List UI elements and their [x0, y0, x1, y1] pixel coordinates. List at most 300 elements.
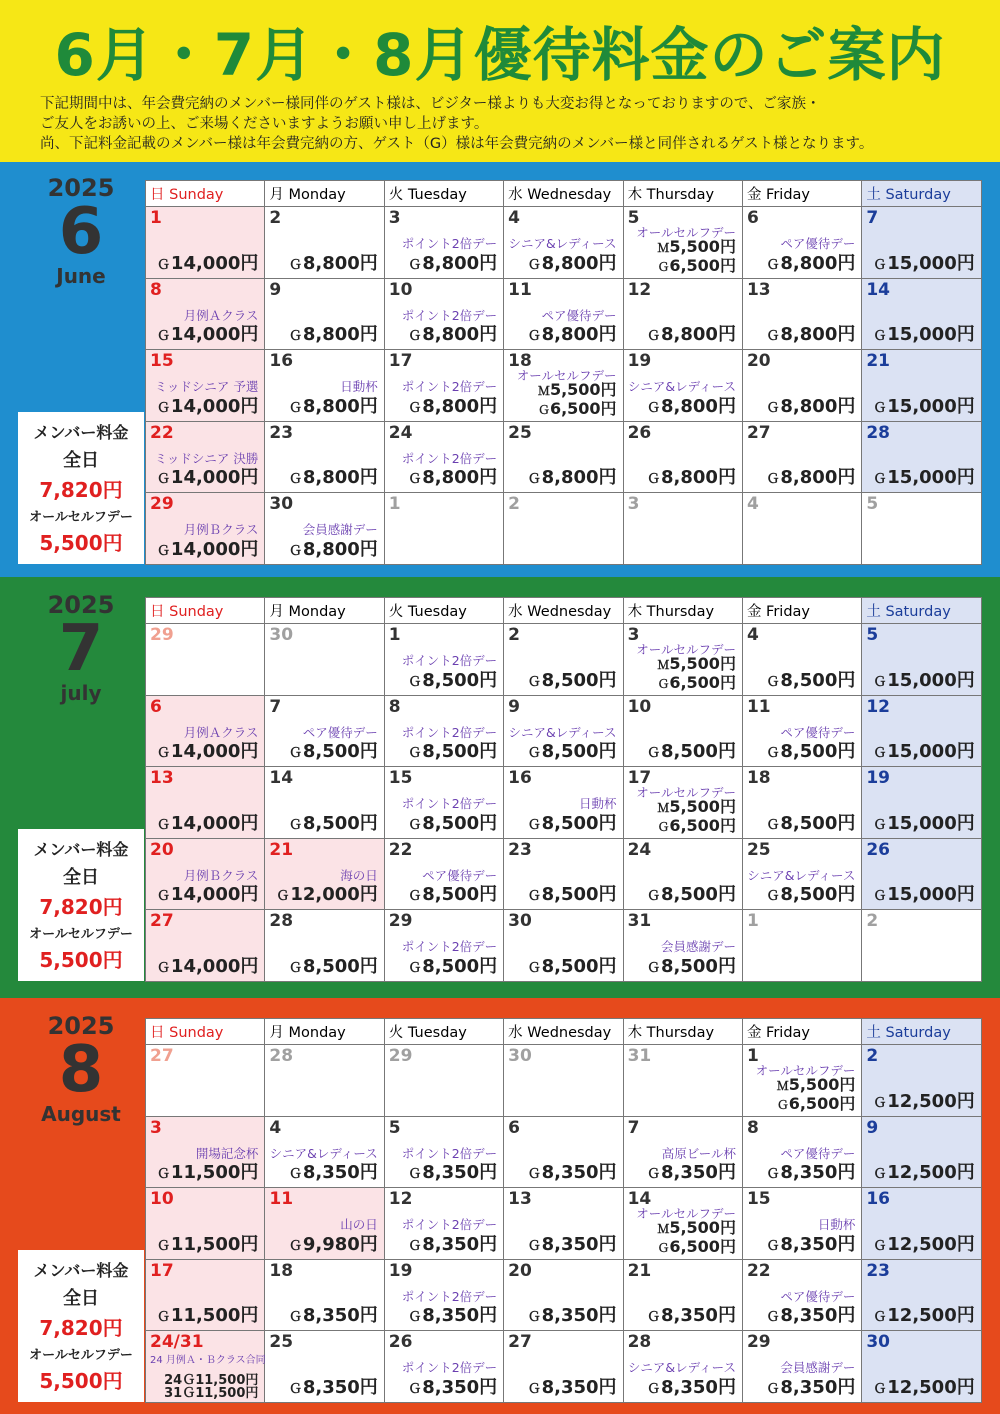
guest-price [766, 737, 855, 763]
guest-mark: Ｇ [156, 960, 170, 976]
guest-mark: Ｇ [647, 1167, 661, 1182]
guest-price [766, 880, 855, 906]
day-number: 22 [150, 422, 174, 443]
day-cell [384, 910, 503, 982]
price-value: 8,800円 [541, 252, 617, 274]
guest-price [157, 952, 258, 978]
event-label: ポイント2倍デー [401, 653, 498, 668]
day-cell [504, 838, 623, 910]
day-cell [862, 1331, 981, 1403]
guest-mark: Ｇ [408, 257, 422, 273]
price-value: 8,350円 [780, 1305, 856, 1326]
event-label: ペア優待デー [780, 236, 856, 251]
day-number: 4 [269, 1117, 282, 1138]
allday-price: 7,820円 [39, 1316, 123, 1340]
guest-price [873, 809, 974, 835]
day-number: 2 [508, 625, 521, 645]
day-number: 26 [627, 422, 652, 443]
event-label: シニア&レディース [747, 867, 856, 883]
guest-price [766, 463, 855, 489]
event-label: 高原ビール杯 [661, 1145, 736, 1161]
guest-price [408, 463, 497, 489]
selfday-price: 5,500円 [39, 1369, 123, 1393]
day-cell [623, 1188, 742, 1260]
guest-price [276, 880, 377, 906]
guest-mark: Ｇ [647, 1381, 661, 1397]
month-name: August [41, 1102, 121, 1126]
price-value: 8,350円 [422, 1305, 498, 1326]
guest-mark: Ｇ [766, 746, 780, 761]
price-value: 8,350円 [541, 1376, 617, 1398]
guest-price [157, 392, 258, 418]
day-number: 19 [388, 1260, 413, 1281]
weekday-header: 金 Friday [742, 181, 861, 207]
day-cell [384, 1259, 503, 1331]
day-number: 19 [866, 768, 891, 788]
member-label: メンバー料金 [33, 423, 129, 442]
day-cell [623, 1045, 742, 1117]
price-value: 8,500円 [422, 955, 498, 977]
event-label: 月例Ｂクラス [183, 522, 259, 537]
price-value: 15,000円 [887, 252, 975, 274]
day-cell [862, 278, 981, 350]
guest-price [289, 952, 378, 978]
day-number: 28 [269, 1046, 294, 1066]
weekday-header: 金 Friday [742, 598, 861, 624]
member-price-line [657, 798, 736, 817]
guest-mark: Ｇ [776, 1097, 789, 1112]
member-mark: Ｍ [776, 1078, 789, 1093]
day-number: 6 [746, 208, 759, 228]
price-value: 8,500円 [422, 741, 498, 762]
day-cell [146, 1188, 265, 1260]
guest-price [873, 249, 974, 275]
guest-mark: Ｇ [527, 960, 541, 976]
guest-mark: Ｇ [288, 329, 302, 344]
guest-price [408, 1230, 497, 1256]
day-cell [862, 1116, 981, 1188]
guest-price [766, 249, 855, 275]
guest-price [647, 1373, 736, 1399]
day-cell [623, 207, 742, 279]
day-cell [504, 1116, 623, 1188]
guest-price [528, 952, 617, 978]
price-value: 8,800円 [780, 324, 856, 345]
price-value: 11,500円 [170, 1305, 259, 1326]
guest-price [528, 1373, 617, 1399]
guest-mark: Ｇ [288, 1167, 302, 1182]
member-mark: Ｍ [657, 657, 670, 672]
event-label: 日動杯 [817, 1217, 856, 1232]
day-number: 29 [150, 625, 174, 645]
event-label: 日動杯 [340, 379, 378, 394]
member-price-line [657, 655, 736, 674]
day-cell [265, 1331, 384, 1403]
guest-mark: Ｇ [647, 472, 661, 487]
day-number: 4 [508, 208, 521, 228]
day-cell [862, 207, 981, 279]
day-number: 27 [746, 422, 771, 443]
price-value: 8,350円 [541, 1305, 617, 1326]
day-number: 1 [388, 625, 401, 645]
day-number: 18 [269, 1260, 294, 1281]
day-cell [742, 695, 861, 767]
price-value: 15,000円 [887, 395, 975, 417]
day-number: 13 [746, 279, 771, 300]
member-mark: Ｍ [657, 240, 670, 255]
calendar-table [145, 180, 982, 565]
day-number: 24/31 [150, 1332, 204, 1352]
price-value: 12,500円 [887, 1162, 975, 1183]
day-number: 8 [388, 696, 401, 717]
guest-price-line [777, 1095, 856, 1114]
day-cell [146, 493, 265, 565]
price-value: 15,000円 [887, 812, 975, 834]
guest-price [408, 1158, 497, 1184]
day-number: 1 [150, 208, 162, 228]
guest-mark: Ｇ [657, 259, 670, 274]
day-number: 30 [269, 625, 294, 645]
day-cell [265, 207, 384, 279]
day-cell [384, 421, 503, 493]
price-value: 8,350円 [422, 1233, 498, 1255]
event-label: ポイント2倍デー [401, 450, 498, 466]
day-number: 4 [746, 494, 759, 514]
allday-label: 全日 [63, 1288, 99, 1309]
member-label: メンバー料金 [33, 840, 129, 859]
day-cell [384, 350, 503, 422]
allday-price: 7,820円 [39, 895, 123, 919]
calendar-table [145, 1018, 982, 1403]
day-cell [623, 1259, 742, 1331]
guest-price [157, 1301, 258, 1327]
day-number: 8 [746, 1117, 759, 1138]
day-cell [384, 1188, 503, 1260]
weekday-header: 火 Tuesday [384, 181, 503, 207]
day-number: 14 [627, 1189, 652, 1209]
day-cell [265, 695, 384, 767]
price-value: 14,000円 [170, 395, 259, 417]
day-cell [742, 493, 861, 565]
price-value: 8,500円 [541, 812, 617, 834]
guest-price [873, 320, 974, 346]
guest-price [766, 1158, 855, 1184]
price-value: 8,350円 [661, 1305, 736, 1326]
day-cell [265, 1188, 384, 1260]
guest-mark: Ｇ [766, 1167, 780, 1182]
event-label: ペア優待デー [422, 867, 498, 883]
price-line: 24Ｇ11,500円 [164, 1372, 259, 1388]
day-number: 17 [150, 1260, 174, 1281]
price-value: 8,500円 [422, 669, 498, 691]
weekday-header: 日 Sunday [146, 598, 265, 624]
guest-price [289, 463, 378, 489]
day-cell [742, 767, 861, 839]
guest-mark: Ｇ [276, 889, 290, 904]
week-row [146, 1259, 982, 1331]
day-number: 3 [627, 494, 640, 514]
guest-price [289, 737, 378, 763]
price-value: 12,500円 [887, 1233, 975, 1255]
selfday-price: 5,500円 [39, 531, 123, 555]
price-value: 8,800円 [780, 467, 856, 488]
day-number: 27 [150, 911, 174, 931]
event-label: シニア&レディース [508, 724, 617, 740]
price-value: 14,000円 [170, 324, 259, 345]
day-cell [742, 624, 861, 696]
day-number: 22 [746, 1260, 771, 1281]
guest-mark: Ｇ [657, 676, 670, 691]
guest-mark: Ｇ [408, 960, 422, 976]
weekday-header: 金 Friday [742, 1019, 861, 1045]
allday-price: 7,820円 [39, 478, 123, 502]
guest-price [766, 392, 855, 418]
header-banner [0, 0, 1000, 162]
guest-mark: Ｇ [527, 257, 541, 273]
event-label: ポイント2倍デー [401, 307, 498, 323]
price-value: 8,800円 [302, 324, 378, 345]
guest-mark: Ｇ [288, 1381, 302, 1397]
day-cell [742, 421, 861, 493]
guest-mark: Ｇ [527, 746, 541, 761]
guest-mark: Ｇ [527, 1381, 541, 1397]
guest-mark: Ｇ [408, 1310, 422, 1325]
guest-price [157, 320, 258, 346]
day-number: 22 [388, 839, 413, 860]
day-cell [504, 207, 623, 279]
day-number: 13 [508, 1189, 532, 1209]
day-number: 20 [508, 1260, 532, 1281]
day-cell [862, 767, 981, 839]
day-cell [384, 695, 503, 767]
day-cell [504, 421, 623, 493]
intro-line: 尚、下記料金記載のメンバー様は年会費完納の方、ゲスト（G）様は年会費完納のメンバー様と同伴されるゲスト様となります。 [40, 136, 874, 152]
price-value: 8,350円 [302, 1305, 378, 1326]
day-number: 30 [508, 911, 532, 931]
day-cell [504, 278, 623, 350]
day-number: 13 [150, 768, 174, 788]
price-value: 8,500円 [302, 812, 378, 834]
week-row [146, 1045, 982, 1117]
guest-mark: Ｇ [657, 1240, 670, 1255]
guest-price [289, 1158, 378, 1184]
price-value: 8,800円 [541, 324, 617, 345]
day-cell [862, 1188, 981, 1260]
guest-mark: Ｇ [766, 1310, 780, 1325]
event-label: 月例Ａクラス [183, 724, 259, 740]
price-value: 14,000円 [170, 538, 259, 560]
member-price-line [777, 1076, 856, 1095]
price-value: 8,500円 [780, 741, 856, 762]
day-cell [265, 1116, 384, 1188]
event-label: オールセルフデー [636, 1206, 736, 1221]
guest-mark: Ｇ [156, 257, 170, 273]
day-cell [146, 1045, 265, 1117]
day-number: 11 [269, 1189, 294, 1209]
day-number: 23 [866, 1260, 891, 1281]
price-value: 5,500円 [788, 1074, 856, 1094]
guest-mark: Ｇ [527, 1238, 541, 1254]
guest-mark: Ｇ [527, 817, 541, 833]
price-value: 8,500円 [302, 741, 378, 762]
member-price-box [18, 412, 144, 564]
price-value: 11,500円 [170, 1162, 259, 1183]
price-value: 8,500円 [422, 884, 498, 905]
guest-mark: Ｇ [288, 817, 302, 833]
price-value: 8,350円 [661, 1376, 736, 1398]
price-value: 8,500円 [541, 884, 617, 905]
price-value: 5,500円 [669, 653, 736, 673]
guest-price [408, 952, 497, 978]
guest-price [873, 1087, 974, 1113]
day-cell [504, 1045, 623, 1117]
day-cell [265, 910, 384, 982]
guest-price [528, 1301, 617, 1327]
guest-mark: Ｇ [527, 1167, 541, 1182]
day-cell [384, 278, 503, 350]
event-label: 開場記念杯 [195, 1145, 259, 1161]
guest-mark: Ｇ [647, 1310, 661, 1325]
day-cell [742, 910, 861, 982]
day-number: 17 [388, 351, 413, 371]
guest-mark: Ｇ [527, 329, 541, 344]
guest-price [873, 737, 974, 763]
event-label: ミッドシニア 予選 [154, 379, 259, 394]
guest-mark: Ｇ [408, 889, 422, 904]
month-section-7 [0, 577, 1000, 998]
event-label: 山の日 [340, 1217, 378, 1232]
guest-mark: Ｇ [288, 1238, 302, 1254]
day-number: 30 [269, 494, 294, 514]
weekday-header: 水 Wednesday [504, 1019, 623, 1045]
member-mark: Ｍ [537, 383, 550, 398]
day-cell [623, 695, 742, 767]
day-cell [504, 910, 623, 982]
month-number: 7 [58, 612, 104, 686]
price-value: 12,500円 [887, 1376, 975, 1398]
guest-price [408, 320, 497, 346]
day-cell [742, 1116, 861, 1188]
weekday-header: 木 Thursday [623, 598, 742, 624]
day-cell [862, 910, 981, 982]
guest-mark: Ｇ [408, 472, 422, 487]
guest-mark: Ｇ [873, 1381, 887, 1397]
price-value: 8,500円 [661, 741, 736, 762]
selfday-label: オールセルフデー [29, 927, 133, 942]
day-number: 5 [627, 208, 640, 228]
day-cell [862, 493, 981, 565]
guest-price [647, 880, 736, 906]
event-label: 会員感謝デー [302, 522, 378, 537]
event-label: ペア優待デー [780, 724, 856, 740]
guest-price [528, 666, 617, 692]
guest-price [873, 1158, 974, 1184]
guest-price [408, 880, 497, 906]
month-number: 8 [58, 1033, 104, 1107]
guest-price [766, 1301, 855, 1327]
price-value: 5,500円 [669, 236, 736, 256]
day-cell [504, 1331, 623, 1403]
allday-label: 全日 [63, 450, 99, 471]
guest-price-line [657, 1238, 736, 1257]
price-value: 6,500円 [669, 815, 736, 835]
price-value: 8,350円 [780, 1162, 856, 1183]
member-price-line [657, 1219, 736, 1238]
weekday-header: 土 Saturday [862, 598, 981, 624]
day-cell [623, 350, 742, 422]
guest-price [289, 249, 378, 275]
selfday-prices [657, 655, 736, 693]
event-label: ポイント2倍デー [401, 1145, 498, 1161]
price-line: 31Ｇ11,500円 [164, 1385, 259, 1401]
day-number: 25 [746, 839, 771, 860]
guest-price [766, 320, 855, 346]
guest-price [873, 880, 974, 906]
week-row [146, 767, 982, 839]
day-cell [623, 421, 742, 493]
weekday-header: 木 Thursday [623, 181, 742, 207]
guest-mark: Ｇ [766, 674, 780, 690]
day-cell [623, 1116, 742, 1188]
week-row [146, 421, 982, 493]
event-label: ポイント2倍デー [401, 1360, 498, 1375]
day-cell [862, 421, 981, 493]
guest-price [647, 1301, 736, 1327]
day-cell [504, 767, 623, 839]
guest-mark: Ｇ [766, 329, 780, 344]
event-label: シニア&レディース [269, 1145, 378, 1161]
price-value: 8,800円 [422, 467, 498, 488]
day-number: 9 [269, 279, 282, 300]
day-cell [265, 1045, 384, 1117]
day-number: 7 [627, 1117, 640, 1138]
guest-mark: Ｇ [288, 746, 302, 761]
guest-price [647, 952, 736, 978]
day-number: 7 [866, 208, 879, 228]
event-label: 24 月例Ａ・Ｂクラス合同 [150, 1355, 266, 1366]
guest-price [408, 1373, 497, 1399]
price-value: 8,800円 [661, 467, 736, 488]
day-cell [742, 1045, 861, 1117]
weekday-header: 土 Saturday [862, 181, 981, 207]
day-number: 12 [866, 696, 891, 717]
week-row [146, 1116, 982, 1188]
guest-mark: Ｇ [288, 543, 302, 559]
price-value: 8,500円 [780, 669, 856, 691]
day-cell [146, 838, 265, 910]
event-label: 日動杯 [579, 796, 617, 811]
day-number: 21 [866, 351, 891, 371]
guest-price [289, 809, 378, 835]
guest-price-line [657, 817, 736, 836]
week-row [146, 207, 982, 279]
guest-price [528, 1158, 617, 1184]
day-cell [265, 493, 384, 565]
price-value: 8,800円 [661, 324, 736, 345]
selfday-prices [657, 238, 736, 276]
combined-prices [164, 1374, 258, 1400]
week-row [146, 1188, 982, 1260]
day-cell [504, 493, 623, 565]
price-value: 8,800円 [780, 252, 856, 274]
day-number: 5 [866, 494, 879, 514]
guest-price [289, 1230, 378, 1256]
price-value: 8,350円 [302, 1376, 378, 1398]
day-number: 3 [388, 208, 401, 228]
day-number: 7 [269, 696, 282, 717]
month-label-box [18, 174, 144, 294]
guest-mark: Ｇ [766, 1238, 780, 1254]
